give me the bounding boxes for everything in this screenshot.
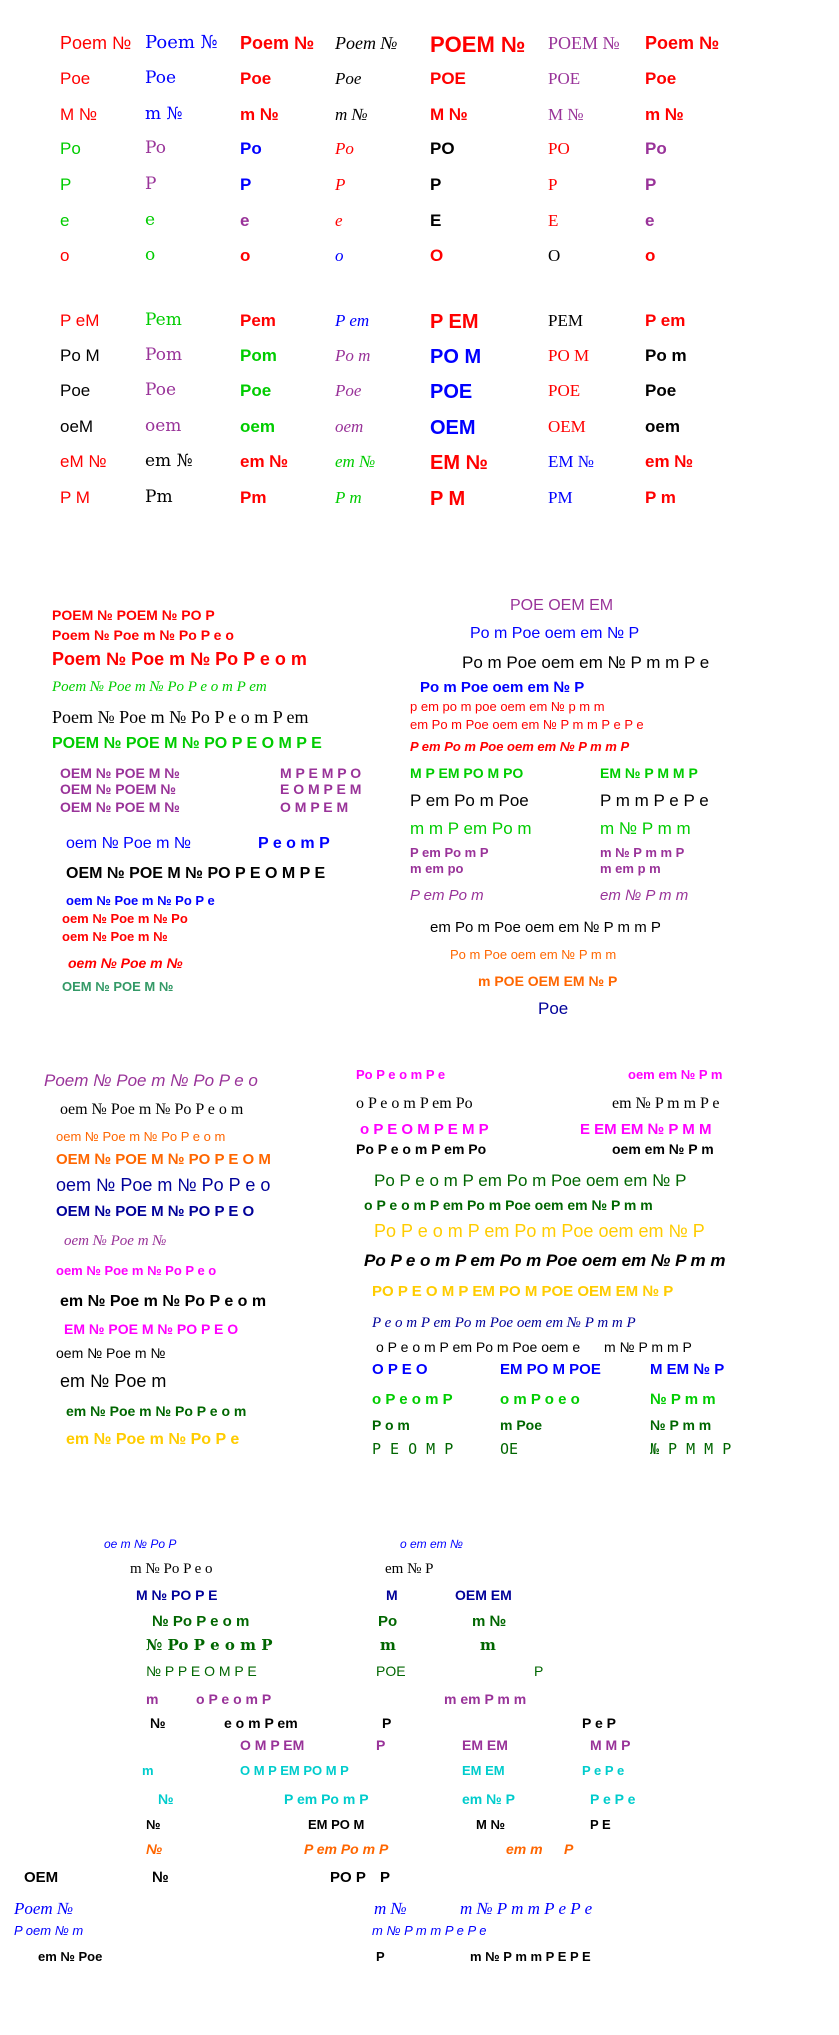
block-b-pair-right: P m m P e P e — [600, 791, 709, 810]
grid2-cell: oeM — [60, 417, 94, 436]
grid2-cell: em № — [240, 452, 289, 471]
block-d-tail: O P E O — [372, 1361, 428, 1378]
grid-cell: P — [430, 175, 442, 194]
block-e-fragment: P em Po m P — [304, 1841, 389, 1857]
block-e-fragment: em № Poe — [38, 1949, 103, 1964]
grid2-cell: Pom — [240, 346, 277, 365]
grid2-cell: PM — [548, 488, 573, 507]
grid2-cell: em № — [645, 452, 694, 471]
block-d-line: o P e o m P em Po m Poe oem em № P m m — [364, 1197, 653, 1213]
block-d-tail: № P M M P — [650, 1440, 732, 1458]
block-c-line: em № Poe m № Po P e o m — [66, 1403, 247, 1419]
block-b-line: p em po m poe oem em № p m m — [410, 699, 605, 714]
grid-cell: o — [145, 245, 156, 265]
block-d-line-right: em № P m m P e — [612, 1095, 720, 1112]
block-e-fragment: OEM — [24, 1869, 59, 1886]
grid-cell: o — [60, 246, 70, 265]
block-d-line-right: oem em № P m — [628, 1067, 723, 1082]
block-b-pair-left: m m P em Po m — [410, 819, 532, 838]
block-e-fragment: o P e o m P — [196, 1691, 272, 1707]
block-b-pair-right: m № P m m — [600, 819, 691, 838]
grid2-cell: P M — [60, 488, 90, 507]
block-e-fragment: № Po P e o m P — [146, 1636, 273, 1654]
block-e-fragment: № P P E O M P E — [146, 1663, 257, 1679]
grid2-cell: oem — [645, 417, 680, 436]
block-b-pair-right: EM № P M M P — [600, 765, 698, 781]
block-d-tail: m Poe — [500, 1417, 543, 1433]
block-a-line: OEM № POE M № — [60, 799, 180, 815]
block-b-pair-left: M P EM PO M PO — [410, 765, 524, 781]
block-a-line: OEM № POEM № — [60, 781, 176, 797]
block-e-fragment: P em Po m P — [284, 1791, 369, 1807]
block-c-line: oem № Poe m № — [64, 1233, 167, 1249]
grid2-cell: Po m — [645, 346, 687, 365]
block-e-fragment: POE — [376, 1663, 406, 1679]
block-d-line-right: oem em № P m — [612, 1141, 714, 1157]
block-a-line: POEM № POE M № PO P E O M P E — [52, 735, 322, 752]
grid-header-cell: Poem № — [335, 33, 398, 53]
grid-cell: e — [645, 211, 655, 230]
grid2-cell: PO M — [430, 346, 482, 368]
block-e-fragment: P — [376, 1949, 385, 1964]
grid-cell: e — [145, 210, 156, 230]
block-b-line: m POE OEM EM № P — [478, 973, 618, 989]
grid2-cell: em № — [145, 451, 193, 471]
grid2-cell: P M — [430, 488, 466, 510]
grid2-cell: eM № — [60, 452, 107, 471]
block-a-right-line: P e o m P — [258, 835, 330, 852]
grid2-cell: Pem — [240, 311, 276, 330]
grid-cell: M № — [548, 105, 584, 124]
block-e-fragment: № Po P e o m — [152, 1613, 250, 1630]
grid-cell: Po — [335, 139, 354, 158]
grid2-cell: em № — [335, 452, 376, 471]
block-e-fragment: em № P — [462, 1791, 515, 1807]
grid-cell: POE — [548, 69, 581, 88]
block-d-tail: EM PO M POE — [500, 1361, 601, 1378]
block-b-pair-left: P em Po m P — [410, 845, 489, 860]
block-e-fragment: № — [146, 1817, 161, 1832]
grid2-cell: PO M — [548, 346, 590, 365]
grid2-cell: P em — [335, 311, 370, 330]
block-e-fragment: P e P e — [590, 1791, 636, 1807]
grid-cell: P — [240, 175, 252, 194]
block-e-fragment: Po — [378, 1613, 398, 1630]
block-e-fragment: M M P — [590, 1737, 631, 1753]
grid-cell: PO — [548, 139, 570, 158]
block-e-fragment: M № PO P E — [136, 1587, 218, 1603]
block-e-fragment: PO P — [330, 1869, 366, 1886]
grid-cell: m № — [145, 104, 183, 124]
block-e-fragment: m — [480, 1636, 496, 1654]
block-a-line: oem № Poe m № — [66, 835, 192, 852]
block-d-tail: o P e o m P — [372, 1391, 453, 1408]
block-e-fragment: m № — [374, 1899, 407, 1918]
block-c-line: Poem № Poe m № Po P e o — [44, 1071, 258, 1090]
grid-header-cell: Poem № — [145, 32, 218, 53]
grid-header-cell: POEM № — [430, 32, 526, 57]
block-a-line: oem № Poe m № — [68, 955, 183, 971]
grid-header-cell: POEM № — [548, 33, 620, 53]
block-d-line: Po P e o m P em Po m Poe oem em № P m m — [364, 1251, 726, 1270]
block-a-line: OEM № POE M № — [60, 765, 180, 781]
block-e-fragment: P e P e — [582, 1763, 625, 1778]
block-d-line: P e o m P em Po m Poe oem em № P m m P — [372, 1315, 636, 1331]
grid-cell: m № — [335, 105, 368, 124]
block-b-pair-right: m № P m m P — [600, 845, 685, 860]
grid2-cell: Poe — [645, 381, 677, 400]
grid-header-cell: Poem № — [645, 33, 720, 53]
grid2-cell: Pm — [145, 487, 173, 507]
block-c-line: em № Poe m № Po P e — [66, 1431, 240, 1448]
block-b-line: Po m Poe oem em № P — [470, 625, 640, 642]
grid-cell: Po — [60, 139, 81, 158]
block-e-fragment: O M P EM PO M P — [240, 1763, 349, 1778]
block-e-fragment: em № P — [385, 1561, 434, 1577]
block-e-fragment: EM EM — [462, 1737, 508, 1753]
grid-cell: P — [335, 175, 346, 194]
block-d-line: Po P e o m P em Po m Poe oem em № P — [374, 1221, 705, 1241]
block-d-tail: o m P o e o — [500, 1391, 580, 1408]
block-b-line: em Po m Poe oem em № P m m P — [430, 919, 661, 936]
block-c-line: OEM № POE M № PO P E O M — [56, 1151, 271, 1168]
block-e-fragment: Poem № — [14, 1899, 73, 1918]
grid-cell: m № — [240, 105, 279, 124]
grid2-cell: POE — [430, 381, 473, 403]
block-a-right-line: O M P E M — [280, 799, 349, 815]
grid2-cell: Poe — [60, 381, 91, 400]
block-d-line: Po P e o m P em Po — [356, 1141, 487, 1157]
grid2-cell: OEM — [430, 417, 476, 439]
grid-cell: Poe — [240, 69, 272, 88]
block-b-line: Po m Poe oem em № P m m — [450, 947, 617, 962]
block-b-line: Po m Poe oem em № P m m P e — [462, 653, 710, 672]
block-c-line: oem № Poe m № Po P e o m — [56, 1129, 226, 1144]
block-e-fragment: P e P — [582, 1715, 616, 1731]
block-a-right-line: E O M P E M — [280, 781, 362, 797]
block-b-line: POE OEM EM — [510, 597, 614, 614]
grid-cell: Poe — [60, 69, 91, 88]
grid-cell: Po — [645, 139, 667, 158]
grid-header-cell: Poem № — [60, 33, 132, 53]
block-e-fragment: EM EM — [462, 1763, 505, 1778]
block-e-fragment: m № P m m P e P e — [460, 1899, 593, 1918]
block-e-fragment: m — [146, 1691, 159, 1707]
grid2-cell: EM № — [548, 452, 594, 471]
grid-cell: P — [145, 174, 157, 194]
grid2-cell: POE — [548, 381, 581, 400]
block-e-fragment: M № — [476, 1817, 505, 1832]
block-d-tail: M EM № P — [650, 1361, 725, 1378]
grid2-cell: OEM — [548, 417, 586, 436]
block-d-line: o P e o m P em Po m Poe oem e — [376, 1339, 581, 1355]
block-a-line: Poem № Poe m № Po P e o m — [52, 649, 307, 669]
block-d-line: Po P e o m P e — [356, 1067, 446, 1082]
block-a-line: oem № Poe m № Po — [62, 911, 188, 926]
grid-cell: Poe — [645, 69, 677, 88]
block-b-pair-left: m em po — [410, 861, 464, 876]
grid2-cell: P em — [645, 311, 686, 330]
grid2-cell: Po M — [60, 346, 100, 365]
block-d-line: o P e o m P em Po — [356, 1095, 473, 1112]
grid2-cell: Pom — [145, 345, 183, 365]
block-c-line: OEM № POE M № PO P E O — [56, 1203, 255, 1220]
grid2-cell: oem — [240, 417, 275, 436]
block-e-fragment: № — [150, 1715, 166, 1731]
block-e-fragment: P — [382, 1715, 392, 1731]
grid2-cell: Poe — [335, 381, 362, 400]
block-e-fragment: P — [534, 1663, 544, 1679]
block-c-line: em № Poe m — [60, 1371, 167, 1391]
block-a-line: oem № Poe m № — [62, 929, 168, 944]
grid-cell: e — [335, 211, 343, 230]
block-e-fragment: P — [380, 1869, 391, 1886]
block-a-line: Poem № Poe m № Po P e o m P em — [52, 679, 267, 695]
block-e-fragment: P E — [590, 1817, 611, 1832]
block-e-fragment: m — [380, 1636, 396, 1654]
block-d-line: o P E O M P E M P — [360, 1121, 489, 1138]
block-d-line: Po P e o m P em Po m Poe oem em № P — [374, 1171, 687, 1190]
grid2-cell: Poe — [240, 381, 272, 400]
grid-cell: Po — [145, 138, 166, 158]
block-e-fragment: P — [564, 1841, 574, 1857]
grid-cell: O — [430, 246, 444, 265]
grid2-cell: P eM — [60, 311, 100, 330]
block-e-fragment: № — [146, 1841, 163, 1857]
block-d-line: PO P E O M P EM PO M POE OEM EM № P — [372, 1283, 674, 1300]
grid-cell: o — [335, 246, 344, 265]
block-a-line: POEM № POEM № PO P — [52, 607, 215, 623]
block-e-fragment: P oem № m — [14, 1923, 84, 1938]
block-d-tail: P o m — [372, 1417, 410, 1433]
grid2-cell: oem — [335, 417, 364, 436]
block-a-line: OEM № POE M № — [62, 979, 174, 994]
block-e-fragment: m № — [472, 1613, 507, 1630]
grid2-cell: Pm — [240, 488, 267, 507]
block-e-fragment: M — [386, 1587, 398, 1603]
block-e-fragment: em m — [506, 1841, 543, 1857]
grid-cell: P — [60, 175, 72, 194]
block-c-line: oem № Poe m № Po P e o — [56, 1263, 217, 1278]
block-e-fragment: e o m P em — [224, 1715, 298, 1731]
grid-cell: e — [60, 211, 70, 230]
block-d-tail: № P m m — [650, 1417, 712, 1433]
block-a-line: oem № Poe m № Po P e — [66, 893, 215, 908]
block-a-right-line: M P E M P O — [280, 765, 362, 781]
block-d-tail: P E O M P — [372, 1440, 454, 1458]
block-e-fragment: № — [152, 1869, 169, 1886]
grid-cell: PO — [430, 139, 455, 158]
grid-cell: E — [430, 211, 442, 230]
block-b-pair-left: P em Po m Poe — [410, 791, 529, 810]
grid-cell: M № — [430, 105, 468, 124]
block-d-line-right: m № P m m P — [604, 1339, 692, 1355]
grid-cell: E — [548, 211, 559, 230]
grid2-cell: P EM — [430, 311, 479, 333]
block-a-line: Poem № Poe m № Po P e o m P em — [52, 707, 309, 727]
block-c-line: oem № Poe m № — [56, 1345, 166, 1361]
block-c-line: oem № Poe m № Po P e o m — [60, 1101, 244, 1118]
grid2-cell: Po m — [335, 346, 371, 365]
block-b-pair-right: em № P m m — [600, 887, 689, 904]
grid-cell: o — [240, 246, 251, 265]
block-b-pair-left: P em Po m — [410, 887, 484, 904]
grid2-cell: P m — [335, 488, 362, 507]
grid2-cell: PEM — [548, 311, 583, 330]
block-b-line: em Po m Poe oem em № P m m P e P e — [410, 717, 644, 732]
grid-cell: O — [548, 246, 561, 265]
block-e-fragment: P — [376, 1737, 386, 1753]
grid-cell: Poe — [335, 69, 362, 88]
block-e-fragment: OEM EM — [455, 1587, 512, 1603]
block-e-fragment: o em em № — [400, 1537, 464, 1551]
grid-cell: P — [548, 175, 558, 194]
grid-cell: m № — [645, 105, 684, 124]
block-c-line: EM № POE M № PO P E O — [64, 1321, 239, 1337]
grid2-cell: Pem — [145, 310, 182, 330]
block-e-fragment: m № P m m P E P E — [470, 1949, 591, 1964]
grid-cell: POE — [430, 69, 466, 88]
grid-cell: M № — [60, 105, 98, 124]
block-e-fragment: m — [142, 1763, 154, 1778]
block-b-line: Po m Poe oem em № P — [420, 679, 585, 696]
block-e-fragment: O M P EM — [240, 1737, 305, 1753]
block-a-line: OEM № POE M № PO P E O M P E — [66, 865, 326, 882]
block-d-tail: № P m m — [650, 1391, 716, 1408]
grid2-cell: P m — [645, 488, 676, 507]
block-e-fragment: № — [158, 1791, 174, 1807]
grid2-cell: oem — [145, 416, 182, 436]
block-b-line: P em Po m Poe oem em № P m m P — [410, 739, 630, 754]
block-b-pair-right: m em p m — [600, 861, 661, 876]
grid-header-cell: Poem № — [240, 33, 315, 53]
block-e-fragment: oe m № Po P — [104, 1537, 177, 1551]
grid-cell: Poe — [145, 68, 177, 88]
block-e-fragment: EM PO M — [308, 1817, 365, 1832]
block-e-fragment: m № Po P e o — [130, 1561, 213, 1577]
block-c-line: oem № Poe m № Po P e o — [56, 1175, 271, 1195]
block-c-line: em № Poe m № Po P e o m — [60, 1293, 267, 1310]
block-d-tail: OE — [500, 1440, 519, 1458]
grid-cell: o — [645, 246, 656, 265]
grid-cell: e — [240, 211, 250, 230]
block-b-line: Poe — [538, 999, 569, 1018]
grid-cell: Po — [240, 139, 262, 158]
block-e-fragment: m em P m m — [444, 1691, 527, 1707]
grid2-cell: Poe — [145, 380, 177, 400]
grid-cell: P — [645, 175, 657, 194]
block-a-line: Poem № Poe m № Po P e o — [52, 627, 234, 643]
grid2-cell: EM № — [430, 452, 488, 474]
block-e-fragment: m № P m m P e P e — [372, 1923, 487, 1938]
block-d-line-right: E EM EM № P M M — [580, 1121, 712, 1138]
